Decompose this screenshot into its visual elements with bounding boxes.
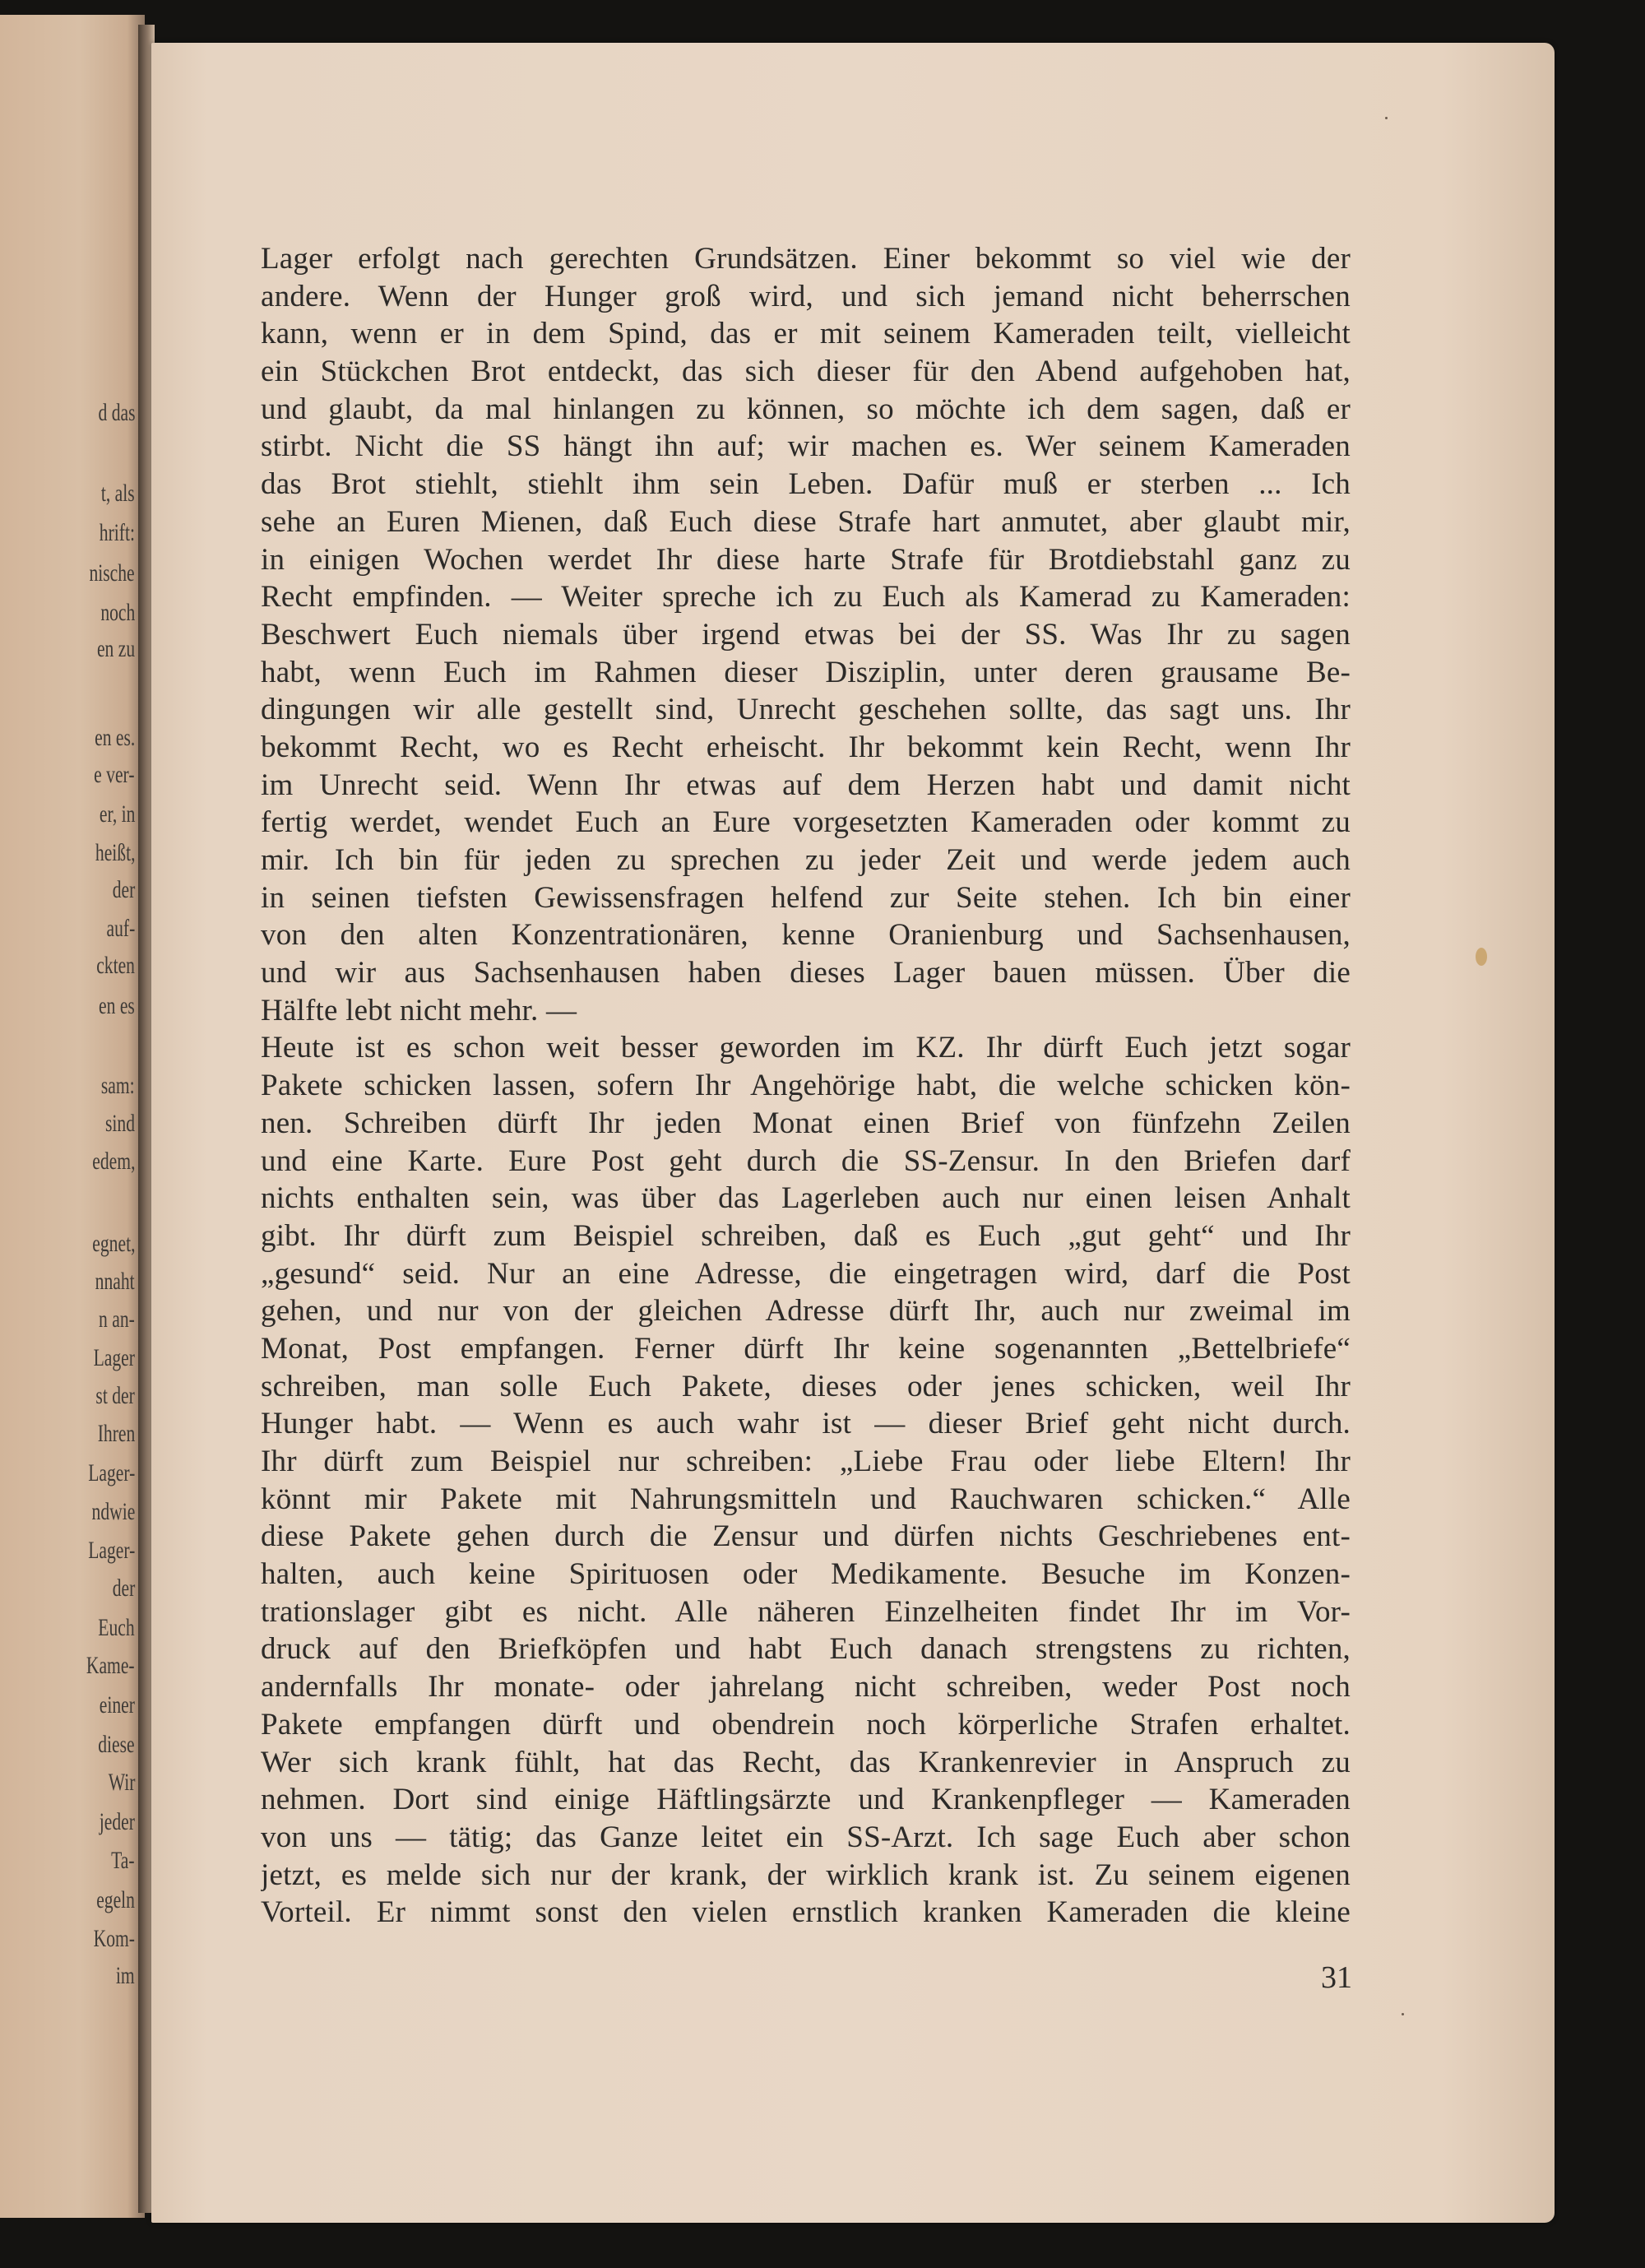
text-line: in seinen tiefsten Gewissensfragen helfend zur Seite stehen. Ich bin einer bbox=[261, 880, 1351, 915]
text-line: nen. Schreiben dürft Ihr jeden Monat einen Brief von fünfzehn Zeilen bbox=[261, 1106, 1351, 1140]
text-line: mir. Ich bin für jeden zu sprechen zu jeder Zeit und werde jedem auch bbox=[261, 843, 1351, 877]
text-line: Vorteil. Er nimmt sonst den vielen ernstlich kranken Kameraden die kleine bbox=[261, 1895, 1351, 1930]
paper-stain bbox=[1476, 948, 1487, 966]
text-line: kann, wenn er in dem Spind, das er mit seinem Kameraden teilt, vielleicht bbox=[261, 317, 1351, 351]
text-line: Beschwert Euch niemals über irgend etwas bei der SS. Was Ihr zu sagen bbox=[261, 617, 1351, 652]
left-page-fragment: jeder bbox=[99, 1808, 135, 1835]
left-page-fragment: n an- bbox=[99, 1306, 135, 1333]
left-page-fragment: egeln bbox=[96, 1886, 135, 1913]
text-line: Ihr dürft zum Beispiel nur schreiben: „Liebe Frau oder liebe Eltern! Ihr bbox=[261, 1445, 1351, 1478]
left-page-fragment: der bbox=[112, 1575, 135, 1602]
text-line: fertig werdet, wendet Euch an Eure vorgesetzten Kameraden oder kommt zu bbox=[261, 805, 1351, 840]
text-line: diese Pakete gehen durch die Zensur und dürfen nichts Geschriebenes ent- bbox=[261, 1519, 1351, 1554]
text-line: und glaubt, da mal hinlangen zu können, so möchte ich dem sagen, daß er bbox=[261, 392, 1351, 426]
left-page-fragment: Ihren bbox=[97, 1420, 135, 1447]
book-page bbox=[151, 43, 1555, 2223]
left-facing-page bbox=[0, 15, 145, 2218]
text-line: gibt. Ihr dürft zum Beispiel schreiben, daß es Euch „gut geht“ und Ihr bbox=[261, 1218, 1351, 1253]
text-line: Hunger habt. — Wenn es auch wahr ist — dieser Brief geht nicht durch. bbox=[261, 1407, 1351, 1441]
left-page-fragment: en es bbox=[99, 992, 135, 1019]
text-line: druck auf den Briefköpfen und habt Euch danach strengstens zu richten, bbox=[261, 1632, 1351, 1667]
left-page-fragment: sind bbox=[104, 1110, 135, 1137]
text-line: von den alten Konzentrationären, kenne Oranienburg und Sachsenhausen, bbox=[261, 918, 1351, 953]
text-line: Pakete empfangen dürft und obendrein noch körperliche Strafen erhaltet. bbox=[261, 1707, 1351, 1742]
text-line: trationslager gibt es nicht. Alle näheren Einzelheiten findet Ihr im Vor- bbox=[261, 1594, 1351, 1629]
left-page-fragment: nische bbox=[89, 559, 135, 587]
text-line: Hälfte lebt nicht mehr. — bbox=[261, 993, 577, 1027]
text-line: sehe an Euren Mienen, daß Euch diese Strafe hart anmutet, aber glaubt mir, bbox=[261, 504, 1351, 539]
text-line: Heute ist es schon weit besser geworden im KZ. Ihr dürft Euch jetzt sogar bbox=[261, 1031, 1351, 1065]
left-page-fragment: im bbox=[116, 1962, 135, 1989]
text-line: und wir aus Sachsenhausen haben dieses Lager bauen müssen. Über die bbox=[261, 956, 1351, 990]
left-page-fragment: Kame- bbox=[86, 1652, 135, 1679]
left-page-fragment: en zu bbox=[96, 635, 135, 662]
text-line: könnt mir Pakete mit Nahrungsmitteln und Rauchwaren schicken.“ Alle bbox=[261, 1482, 1351, 1516]
left-page-fragment: d das bbox=[98, 399, 135, 426]
text-line: „gesund“ seid. Nur an eine Adresse, die eingetragen wird, darf die Post bbox=[261, 1256, 1351, 1291]
text-line: bekommt Recht, wo es Recht erheischt. Ihr bekommt kein Recht, wenn Ihr bbox=[261, 730, 1351, 764]
left-page-fragment: diese bbox=[98, 1731, 135, 1758]
left-page-fragment: Ta- bbox=[111, 1847, 135, 1874]
left-page-fragment: Kom- bbox=[93, 1925, 135, 1952]
left-page-fragment: ndwie bbox=[91, 1498, 135, 1525]
left-page-fragment: en es. bbox=[94, 724, 135, 751]
left-page-fragment: t, als bbox=[101, 480, 135, 507]
text-line: dingungen wir alle gestellt sind, Unrecht geschehen sollte, das sagt uns. Ihr bbox=[261, 693, 1351, 727]
text-line: gehen, und nur von der gleichen Adresse dürft Ihr, auch nur zweimal im bbox=[261, 1294, 1351, 1329]
left-page-fragment: Lager bbox=[93, 1344, 135, 1371]
left-page-fragment: st der bbox=[95, 1382, 135, 1409]
left-page-fragment: hrift: bbox=[99, 519, 135, 546]
left-page-fragment: egnet, bbox=[91, 1230, 135, 1257]
left-page-fragment: sam: bbox=[101, 1072, 135, 1099]
text-line: von uns — tätig; das Ganze leitet ein SS-Arzt. Ich sage Euch aber schon bbox=[261, 1820, 1351, 1854]
left-page-fragment: noch bbox=[100, 599, 135, 626]
left-page-fragment: heißt, bbox=[95, 839, 135, 866]
text-line: ein Stückchen Brot entdeckt, das sich dieser für den Abend aufgehoben hat, bbox=[261, 355, 1351, 389]
left-page-fragment: Lager- bbox=[87, 1537, 135, 1564]
text-line: in einigen Wochen werdet Ihr diese harte Strafe für Brotdiebstahl ganz zu bbox=[261, 542, 1351, 577]
left-page-fragment: auf- bbox=[106, 915, 135, 942]
text-line: nehmen. Dort sind einige Häftlingsärzte und Krankenpfleger — Kameraden bbox=[261, 1783, 1351, 1817]
left-page-fragment: einer bbox=[99, 1691, 135, 1718]
left-page-fragment: Lager- bbox=[87, 1459, 135, 1486]
text-line: Monat, Post empfangen. Ferner dürft Ihr keine sogenannten „Bettelbriefe“ bbox=[261, 1331, 1351, 1366]
paper-speck bbox=[1402, 2013, 1404, 2015]
left-page-fragment: nnaht bbox=[95, 1268, 135, 1295]
text-line: halten, auch keine Spirituosen oder Medikamente. Besuche im Konzen- bbox=[261, 1557, 1351, 1592]
text-line: Lager erfolgt nach gerechten Grundsätzen. Einer bekommt so viel wie der bbox=[261, 242, 1351, 276]
left-page-fragment: e ver- bbox=[94, 761, 135, 788]
text-line: Pakete schicken lassen, sofern Ihr Angehörige habt, die welche schicken kön- bbox=[261, 1069, 1351, 1103]
left-page-fragment: edem, bbox=[91, 1148, 135, 1175]
text-line: andere. Wenn der Hunger groß wird, und sich jemand nicht beherrschen bbox=[261, 279, 1351, 313]
text-line: im Unrecht seid. Wenn Ihr etwas auf dem Herzen habt und damit nicht bbox=[261, 768, 1351, 802]
left-page-fragment: der bbox=[112, 876, 135, 903]
text-line: Recht empfinden. — Weiter spreche ich zu Euch als Kamerad zu Kameraden: bbox=[261, 580, 1351, 615]
left-page-fragment: er, in bbox=[99, 800, 135, 828]
text-line: stirbt. Nicht die SS hängt ihn auf; wir machen es. Wer seinem Kameraden bbox=[261, 429, 1351, 464]
left-page-fragment: Wir bbox=[108, 1769, 135, 1796]
text-line: andernfalls Ihr monate- oder jahrelang nicht schreiben, weder Post noch bbox=[261, 1670, 1351, 1704]
left-page-fragment: Euch bbox=[98, 1614, 135, 1641]
text-line: das Brot stiehlt, stiehlt ihm sein Leben. Dafür muß er sterben ... Ich bbox=[261, 467, 1351, 502]
paper-speck bbox=[1385, 117, 1388, 119]
text-line: nichts enthalten sein, was über das Lagerleben auch nur einen leisen Anhalt bbox=[261, 1181, 1351, 1216]
page-body-text bbox=[261, 240, 1351, 1932]
text-line: und eine Karte. Eure Post geht durch die SS-Zensur. In den Briefen darf bbox=[261, 1143, 1351, 1178]
text-line: habt, wenn Euch im Rahmen dieser Disziplin, unter deren grausame Be- bbox=[261, 655, 1351, 689]
page-number: 31 bbox=[1321, 1960, 1352, 1995]
text-line: Wer sich krank fühlt, hat das Recht, das Krankenrevier in Anspruch zu bbox=[261, 1745, 1351, 1779]
left-page-fragment: ckten bbox=[96, 952, 135, 979]
text-line: jetzt, es melde sich nur der krank, der wirklich krank ist. Zu seinem eigenen bbox=[261, 1858, 1351, 1892]
text-line: schreiben, man solle Euch Pakete, dieses oder jenes schicken, weil Ihr bbox=[261, 1369, 1351, 1403]
